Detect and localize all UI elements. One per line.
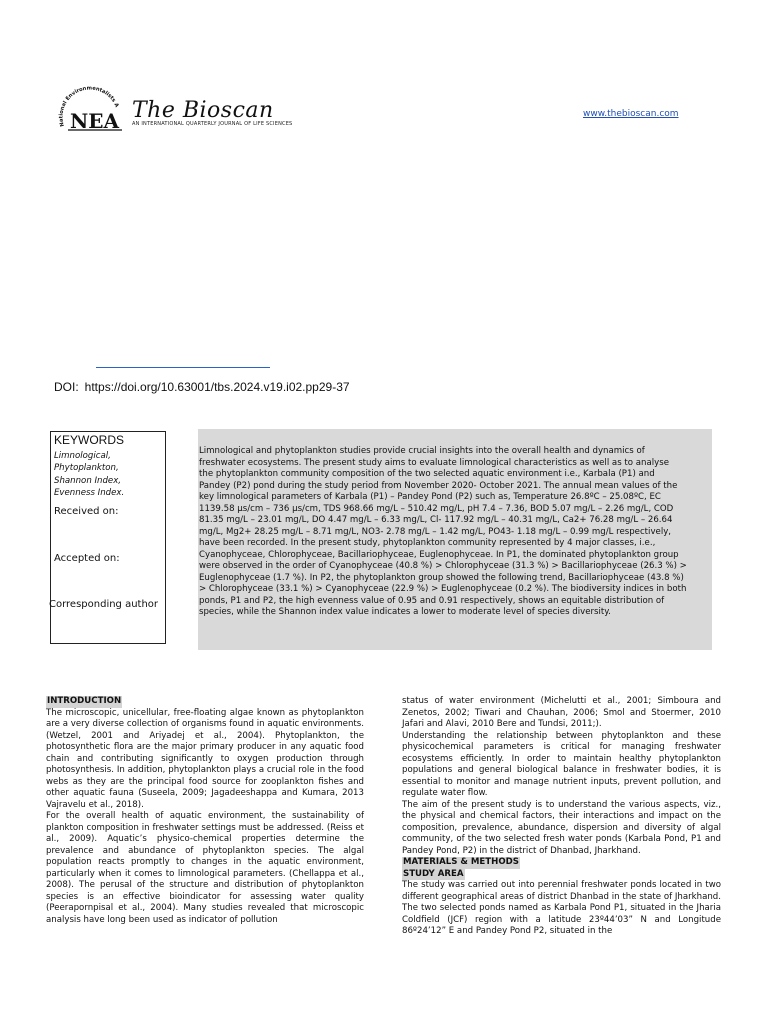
keyword-item: Phytoplankton, xyxy=(54,463,119,474)
body-paragraph: status of water environment (Michelutti et al., 2001; Simboura and Zenetos, 2002; Tiwari and Chauhan, 2006; Smol and Stoermer, 2010 Jafari and Alavi, 2010 Bere and Tundsi, 2011;). xyxy=(402,696,721,729)
logo-letters: NEA xyxy=(70,109,120,133)
methods-heading: MATERIALS & METHODS xyxy=(403,857,519,867)
doi-line xyxy=(54,380,350,394)
introduction-heading: INTRODUCTION xyxy=(47,696,122,706)
abstract-line: were observed in the order of Cyanophyceae (40.8 %) > Chlorophyceae (31.3 %) > Bacillariophyceae (26.3 %) > xyxy=(199,561,687,571)
abstract-line: Cyanophyceae, Chlorophyceae, Bacillariophyceae, Euglenophyceae. In P1, the dominated phytoplankton group xyxy=(199,549,679,560)
abstract-line: Euglenophyceae (1.7 %). In P2, the phytoplankton group showed the following trend, Bacillariophyceae (43.8 %) xyxy=(199,572,684,583)
website-link[interactable]: www.thebioscan.com xyxy=(583,109,679,119)
abstract-line: Limnological and phytoplankton studies provide crucial insights into the overall health and dynamics of xyxy=(199,446,645,456)
abstract-line: 1139.58 µs/cm – 736 µs/cm, TDS 968.66 mg/L – 510.42 mg/L, pH 7.4 – 7.36, BOD 5.07 mg/L – 2.26 mg/L, COD xyxy=(199,503,674,514)
doi-value[interactable]: https://doi.org/10.63001/tbs.2024.v19.i02.pp29-37 xyxy=(84,380,350,394)
body-paragraph: The aim of the present study is to understand the various aspects, viz., the physical and chemical factors, their interactions and impact on the composition, prevalence, abundance, dispersion and diversity of algal community, of the two selected fresh water ponds (Karbala Pond, P1 and Pandey Pond, P2) in the district of Dhanbad, Jharkhand. xyxy=(402,799,721,856)
body-paragraph: Understanding the relationship between phytoplankton and these physicochemical parameters is critical for managing freshwater ecosystems efficiently. In order to maintain healthy phytoplankton populations and general biological balance in freshwater bodies, it is essential to monitor and manage nutrient inputs, prevent pollution, and regulate water flow. xyxy=(402,730,721,798)
abstract-line: the phytoplankton community composition of the two selected aquatic environment i.e., Karbala (P1) and xyxy=(199,469,655,479)
keywords-list xyxy=(54,450,124,500)
abstract-line: key limnological parameters of Karbala (P1) – Pandey Pond (P2) such as, Temperature 26.8ºC – 25.08ºC, EC xyxy=(199,492,661,502)
body-paragraph: The study was carried out into perennial freshwater ponds located in two different geographical areas of district Dhanbad in the state of Jharkhand. The two selected ponds named as Karbala Pond P1, situated in the Jharia Coldfield (JCF) region with a latitude 23º44’03” N and Longitude 86º24’12” E and Pandey Pond P2, situated in the xyxy=(402,880,721,936)
abstract-line: Pandey (P2) pond during the study period from November 2020- October 2021. The annual mean values of the xyxy=(199,480,678,491)
abstract-text xyxy=(199,446,712,619)
keyword-item: Evenness Index. xyxy=(54,488,125,499)
received-label: Received on: xyxy=(54,506,119,517)
keyword-item: Limnological, xyxy=(54,451,111,461)
journal-tagline: AN INTERNATIONAL QUARTERLY JOURNAL OF LIFE SCIENCES xyxy=(132,121,293,127)
body-paragraph: The microscopic, unicellular, free-floating algae known as phytoplankton are a very diverse collection of organisms found in aquatic environments. (Wetzel, 2001 and Ariyadej et al., 2004). Phytoplankton, the photosynthetic flora are the major primary producer in any aquatic food chain and contributing significantly to oxygen production through photosynthesis. In addition, phytoplankton plays a crucial role in the food webs as they are the principal food source for zooplankton fishes and other aquatic fauna (Suseela, 2009; Jagadeeshappa and Kumara, 2013 Vajravelu et al., 2018). xyxy=(46,707,364,810)
journal-name: The Bioscan xyxy=(132,98,274,123)
body-right-column xyxy=(402,696,721,938)
hyperlink-rule xyxy=(96,367,270,368)
corresponding-author-label: Corresponding author xyxy=(49,599,159,610)
body-left-column xyxy=(46,696,364,926)
logo-arc-text: National Environmentalists A xyxy=(58,86,120,128)
body-paragraph: For the overall health of aquatic environment, the sustainability of plankton composition in freshwater settings must be addressed. (Reiss et al., 2009). Aquatic’s physico-chemical properties determine the prevalence and abundance of phytoplankton species. The algal population reacts promptly to changes in the aquatic environment, particularly when it comes to limnological parameters. (Chellappa et al., 2008). The perusal of the structure and distribution of phytoplankton species is an effective bioindicator for assessing water quality (Peerapornpisal et al., 2004). Many studies revealed that microscopic analysis have long been used as indicator of pollution xyxy=(46,811,364,925)
keyword-item: Shannon Index, xyxy=(54,475,122,486)
abstract-line: mg/L, Mg2+ 28.25 mg/L – 8.71 mg/L, NO3- 2.78 mg/L – 1.42 mg/L, PO43- 1.18 mg/L – 0.99 mg/L respectively, xyxy=(199,526,672,537)
abstract-line: 81.35 mg/L – 23.01 mg/L, DO 4.47 mg/L – 6.33 mg/L, Cl- 117.92 mg/L – 40.31 mg/L, Ca2+ 76.28 mg/L – 26.64 xyxy=(199,515,673,525)
study-area-heading: STUDY AREA xyxy=(403,868,464,879)
abstract-line: have been recorded. In the present study, phytoplankton community represented by 4 major classes, i.e., xyxy=(199,538,656,548)
keywords-heading: KEYWORDS xyxy=(54,433,125,447)
abstract-line: freshwater ecosystems. The present study aims to evaluate limnological characteristics as well as to analyse xyxy=(199,457,669,468)
journal-logo xyxy=(58,86,130,134)
abstract-line: > Chlorophyceae (33.1 %) > Cyanophyceae (22.9 %) > Euglenophyceae (0.2 %). The biodiversity indices in both xyxy=(199,584,687,594)
abstract-line: species, while the Shannon index value indicates a lower to moderate level of species diversity. xyxy=(199,607,611,617)
doi-label: DOI: xyxy=(54,380,79,394)
accepted-label: Accepted on: xyxy=(54,553,120,564)
abstract-line: ponds, P1 and P2, the high evenness value of 0.95 and 0.91 respectively, shows an equitable distribution of xyxy=(199,595,665,606)
